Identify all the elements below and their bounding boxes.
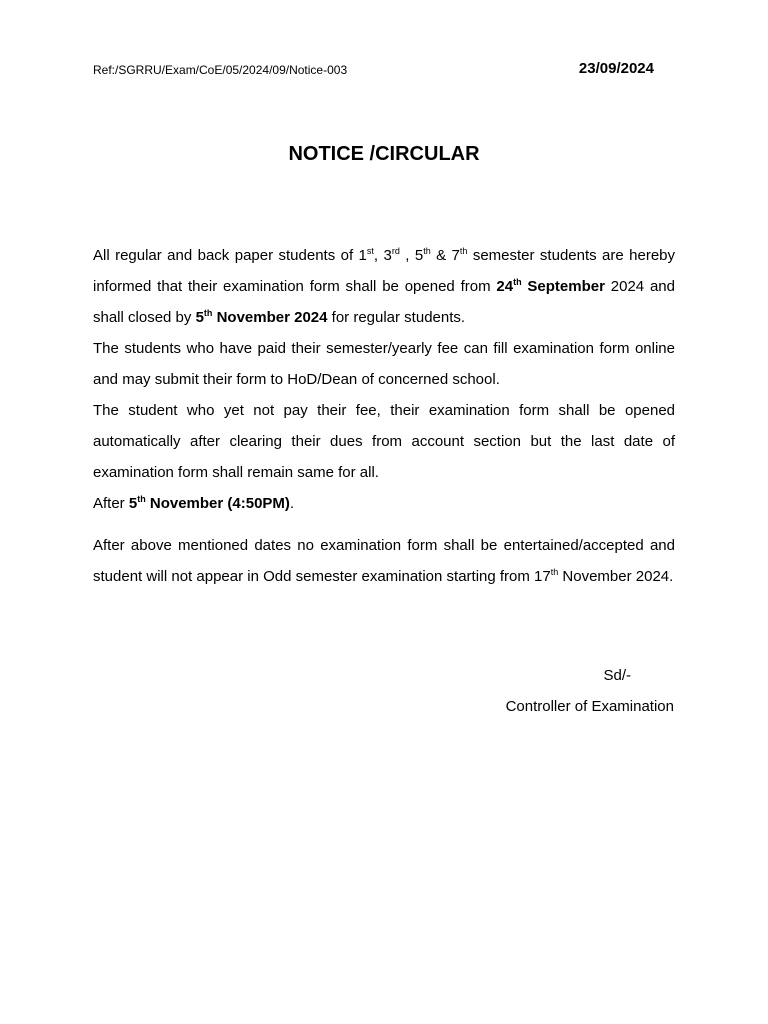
- paragraph-unpaid-students: The student who yet not pay their fee, their examination form shall be opened automatically after clearing their dues from account section but the last date of examination form shall remain same for all.: [93, 402, 675, 481]
- reference-number: Ref:/SGRRU/Exam/CoE/05/2024/09/Notice-003: [93, 63, 348, 77]
- paragraph-deadline-time: After 5th November (4:50PM).: [93, 494, 295, 512]
- paragraph-exam-form-dates: All regular and back paper students of 1st, 3rd , 5th & 7th semester students are hereby informed that their examination form shall be opened from 24th September 2024 and shall closed by 5th November 2024 for regular students.: [93, 246, 676, 326]
- notice-title: NOTICE /CIRCULAR: [288, 143, 480, 165]
- notice-date: 23/09/2024: [578, 60, 654, 77]
- signature-block: [506, 660, 674, 722]
- paragraph-paid-students: The students who have paid their semester/yearly fee can fill examination form online and may submit their form to HoD/Dean of concerned school.: [93, 340, 675, 388]
- signatory-designation: Controller of Examination: [505, 698, 674, 715]
- paragraph-no-late-forms: After above mentioned dates no examination form shall be entertained/accepted and student will not appear in Odd semester examination starting from 17th November 2024.: [93, 537, 675, 585]
- notice-body: [93, 240, 675, 592]
- signature-sd: Sd/-: [603, 667, 631, 684]
